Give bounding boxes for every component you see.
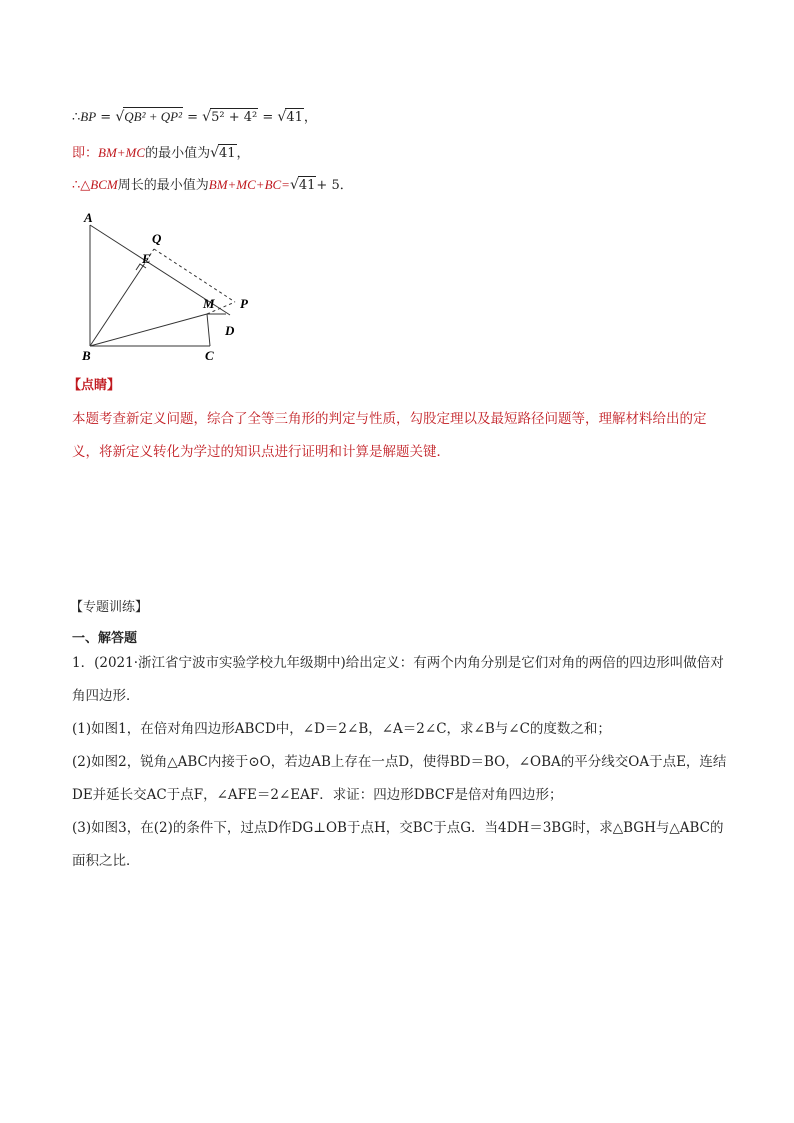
- solution-line-3: [72, 176, 353, 195]
- sqrt-symbol: √: [202, 109, 212, 125]
- point-label-c: C: [205, 348, 214, 363]
- comma: ，: [303, 110, 317, 125]
- problem-1-part-3: (3)如图3，在(2)的条件下，过点D作DG⊥OB于点H，交BC于点G．当4DH＝3BG时，求△BGH与△ABC的面积之比．: [72, 820, 724, 869]
- min-value-text: 的最小值为: [145, 146, 211, 161]
- equals-sign: =: [258, 110, 278, 125]
- geometry-figure: [70, 205, 270, 365]
- therefore-triangle: ∴△: [72, 178, 91, 193]
- plus-five: + 5．: [316, 178, 353, 193]
- problem-1: [72, 647, 732, 878]
- section-heading: 一、解答题: [72, 631, 138, 646]
- problem-1-part-1: (1)如图1，在倍对角四边形ABCD中，∠D＝2∠B，∠A＝2∠C，求∠B与∠C的度数之和；: [72, 721, 611, 737]
- point-label-e: E: [142, 251, 151, 266]
- expr-bm-mc: BM+MC: [98, 145, 146, 160]
- radicand: 41: [219, 146, 236, 161]
- problem-1-intro: 1．(2021·浙江省宁波市实验学校九年级期中)给出定义：有两个内角分别是它们对角的两倍的四边形叫做倍对角四边形．: [72, 655, 724, 704]
- sqrt-symbol: √: [115, 109, 125, 125]
- training-tag: 【专题训练】: [70, 600, 149, 615]
- triangle-bcm: BCM: [90, 177, 118, 192]
- segment-mc: [207, 314, 210, 346]
- point-label-q: Q: [152, 231, 162, 246]
- sqrt-symbol: √: [210, 145, 219, 161]
- problem-1-part-2: (2)如图2，锐角△ABC内接于⊙O，若边AB上存在一点D，使得BD＝BO，∠OBA的平分线交OA于点E，连结DE并延长交AC于点F，∠AFE＝2∠EAF．求证：四边形DBCF是倍对角四边形；: [72, 754, 727, 803]
- expr-perimeter: BM+MC+BC=: [208, 177, 290, 192]
- point-label-p: P: [240, 296, 248, 311]
- point-label-d: D: [225, 323, 235, 338]
- comment-text: 本题考查新定义问题，综合了全等三角形的判定与性质，勾股定理以及最短路径问题等，理解材料给出的定义，将新定义转化为学过的知识点进行证明和计算是解题关键．: [72, 411, 707, 460]
- solution-line-1: [72, 107, 317, 127]
- radicand-3: 41: [286, 110, 303, 125]
- solution-line-2: [72, 144, 250, 163]
- sqrt-symbol: √: [277, 109, 287, 125]
- point-label-b: B: [82, 348, 91, 363]
- therefore-symbol: ∴: [72, 110, 81, 125]
- point-label-a: A: [84, 210, 93, 225]
- radicand-2: 5² + 4²: [211, 110, 258, 125]
- bp-label: BP: [80, 109, 97, 124]
- equals-sign: =: [183, 110, 203, 125]
- radicand-1: QB² + QP²: [124, 109, 182, 124]
- namely-label: 即：: [72, 146, 99, 161]
- comma: ，: [236, 146, 250, 161]
- comment-tag: 【点睛】: [68, 378, 121, 393]
- equals-sign: =: [96, 110, 116, 125]
- sqrt-symbol: √: [289, 177, 299, 193]
- perimeter-text: 周长的最小值为: [117, 178, 209, 193]
- point-label-m: M: [203, 296, 215, 311]
- segment-qp: [154, 249, 235, 302]
- radicand: 41: [298, 178, 316, 193]
